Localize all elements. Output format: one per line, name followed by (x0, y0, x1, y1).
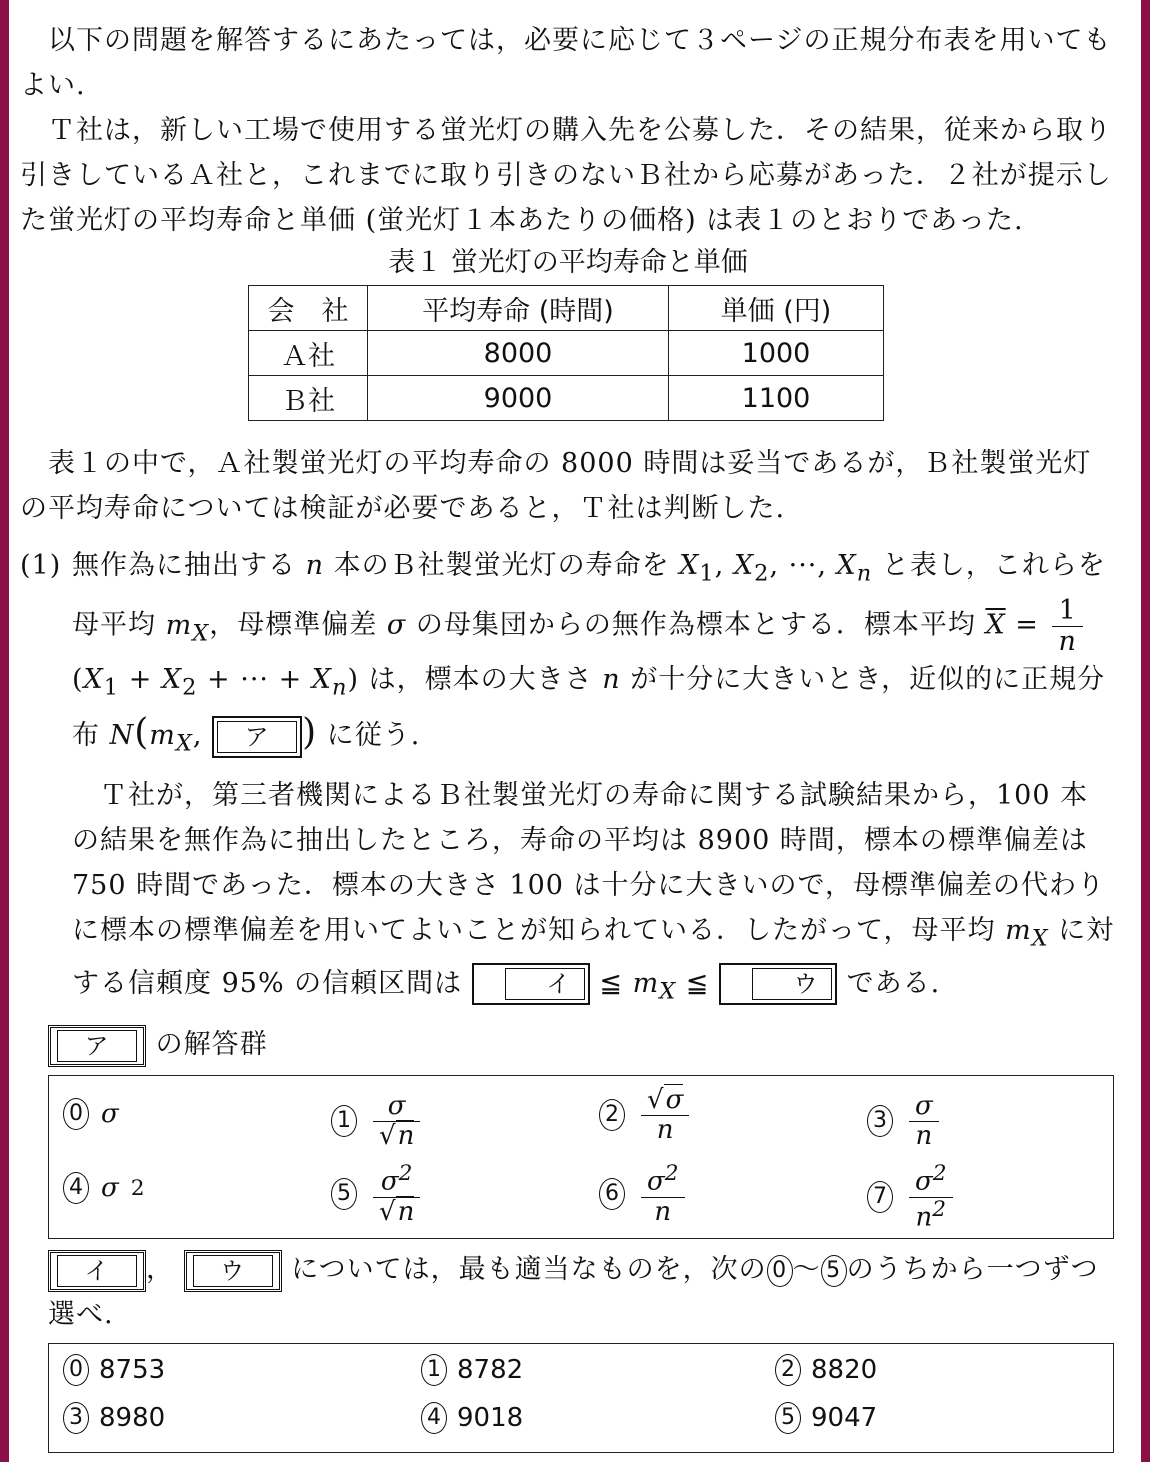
choice-number: 0 (63, 1098, 89, 1130)
choice-iu-1[interactable] (421, 1354, 523, 1386)
group-iu-instructions (20, 1247, 1116, 1337)
choice-number: 5 (775, 1402, 801, 1434)
table-cell: Ｂ社 (249, 376, 368, 421)
choice-value: 8820 (811, 1355, 878, 1386)
choice-number: 3 (867, 1105, 893, 1137)
choice-value: 8782 (457, 1355, 524, 1386)
choice-a-7[interactable]: 7 $\frac{\sigma^2}{n^2}$ (867, 1162, 957, 1232)
choice-number: 5 (331, 1178, 357, 1210)
choice-a-1[interactable]: 1 $\frac{\sigma}{√n}$ (331, 1092, 424, 1150)
q1-text: 無作為に抽出する (72, 550, 296, 581)
choice-number: 2 (599, 1099, 625, 1131)
q1-text: と表し，これらを母平均 (72, 550, 1106, 642)
group-u-box (184, 1250, 282, 1292)
group-i-box-label: イ (57, 1255, 137, 1287)
choice-number: 2 (775, 1354, 801, 1386)
choice-value: 9018 (457, 1403, 524, 1434)
choice-number: 1 (331, 1105, 357, 1137)
q1-text: は，標本の大きさ (368, 663, 593, 695)
instruction-text: のうちから一つずつ選べ. (48, 1254, 1099, 1331)
group-u-box-label: ウ (193, 1255, 273, 1287)
choice-number: 3 (63, 1402, 89, 1434)
choice-number: 6 (599, 1178, 625, 1210)
choice-a-4[interactable]: 4 σ 2 (63, 1172, 145, 1204)
choice-value: 8980 (99, 1403, 166, 1434)
left-border (0, 0, 9, 1462)
choice-a-3[interactable]: 3 $\frac{\sigma}{n}$ (867, 1092, 943, 1150)
group-a-box (48, 1025, 146, 1067)
answer-box-i[interactable] (472, 963, 590, 1005)
table-cell: 1000 (669, 331, 884, 376)
right-border (1141, 0, 1150, 1462)
table-caption: 表１ 蛍光灯の平均寿命と単価 (388, 247, 748, 278)
group-a-label: の解答群 (155, 1029, 268, 1061)
table-cell: 9000 (368, 376, 669, 421)
q1-text: 本のＢ社製蛍光灯の寿命を (333, 550, 670, 581)
choice-iu-0[interactable] (63, 1354, 165, 1386)
choice-iu-2[interactable] (775, 1354, 877, 1386)
table-header: 会 社 (249, 286, 368, 331)
q1-part2-text: に対する信頼度 95% の信頼区間は (72, 914, 1115, 999)
answer-box-a-label: ア (217, 721, 297, 753)
choice-number: 0 (63, 1354, 89, 1386)
group-a-box-label: ア (57, 1030, 137, 1062)
q1-text: ，母標準偏差 (209, 610, 378, 642)
range-start-number: 0 (767, 1255, 793, 1287)
choice-iu-5[interactable] (775, 1402, 877, 1434)
lifetime-price-table (248, 285, 884, 421)
q1-text: が十分に大きいとき，近似的に正規分布 (72, 663, 1106, 752)
choice-a-6[interactable]: 6 $\frac{\sigma^2}{n}$ (599, 1162, 689, 1226)
answer-box-u[interactable] (719, 963, 837, 1005)
q1-text: の母集団からの無作為標本とする．標本平均 (415, 610, 976, 642)
choice-value: 8753 (99, 1355, 166, 1386)
answer-choices-a (48, 1075, 1114, 1239)
instruction-text: 〜 (792, 1254, 821, 1286)
table-cell: 8000 (368, 331, 669, 376)
q1-part2-text: Ｔ社が，第三者機関によるＢ社製蛍光灯の寿命に関する試験結果から，100 本の結果を無作為に抽出したところ，寿命の平均は 8900 時間，標本の標準偏差は 750 時間であった．標本の大きさ 100 は十分に大きいので，母標準偏差の代わりに標本の標準偏差を用いてよいことが知られている．したがって，母平均 (72, 779, 1106, 946)
choice-value: 9047 (811, 1403, 878, 1434)
intro-paragraph: Ｔ社は，新しい工場で使用する蛍光灯の購入先を公募した．その結果，従来から取り引きしているＡ社と，これまでに取り引きのないＢ社から応募があった．２社が提示した蛍光灯の平均寿命と単価 (蛍光灯１本あたりの価格) は表１のとおりであった. (20, 115, 1112, 236)
answer-choices-iu (48, 1343, 1114, 1453)
answer-box-i-label: イ (505, 968, 585, 1000)
choice-iu-4[interactable] (421, 1402, 523, 1434)
table-cell: 1100 (669, 376, 884, 421)
choice-number: 4 (421, 1402, 447, 1434)
q1-part2-text: である. (846, 967, 941, 999)
choice-number: 4 (63, 1172, 89, 1204)
table-header: 単価 (円) (669, 286, 884, 331)
choice-iu-3[interactable] (63, 1402, 165, 1434)
choice-a-0[interactable]: 0 σ (63, 1098, 119, 1130)
instruction-text: ， (146, 1254, 174, 1286)
q1-text: に従う. (326, 720, 421, 752)
instruction-text: については，最も適当なものを，次の (291, 1254, 767, 1286)
intro-line: 以下の問題を解答するにあたっては，必要に応じて３ページの正規分布表を用いてもよい. (20, 25, 1112, 101)
question-1: (1) 無作為に抽出する n 本のＢ社製蛍光灯の寿命を $X_1$, $X_2$, ···, $X_n$ と表し，これらを母平均 $m_X$，母標準偏差 σ の母集団からの無作為標本とする．標本平均 $\overline{X}$ = $\frac{1}{n}$ ($X_1 + X_2$ + ··· + $X_n$) は，標本の大きさ n が十分に大きいとき，近似的に正規分布 $N(m_X$, ア ) に従う. (20, 543, 1116, 767)
question-number: (1) (20, 550, 62, 581)
answer-box-a[interactable] (212, 716, 302, 758)
table-header: 平均寿命 (時間) (368, 286, 669, 331)
range-end-number: 5 (821, 1255, 847, 1287)
question-1-part-2: Ｔ社が，第三者機関によるＢ社製蛍光灯の寿命に関する試験結果から，100 本の結果を無作為に抽出したところ，寿命の平均は 8900 時間，標本の標準偏差は 750 時間であった．標本の大きさ 100 は十分に大きいので，母標準偏差の代わりに標本の標準偏差を用いてよいことが知られている．したがって，母平均 $m_X$ に対する信頼度 95% の信頼区間は イ ≦ $m_X$ ≦ ウ である. (72, 779, 1115, 1005)
choice-a-5[interactable]: 5 $\frac{\sigma^2}{√n}$ (331, 1162, 424, 1226)
choice-number: 7 (867, 1181, 893, 1213)
document-page (20, 18, 1116, 1458)
answer-box-u-label: ウ (752, 968, 832, 1000)
table-cell: Ａ社 (249, 331, 368, 376)
choice-a-2[interactable]: 2 $\frac{√\sigma}{n}$ (599, 1086, 693, 1144)
group-i-box (48, 1250, 146, 1292)
choice-number: 1 (421, 1354, 447, 1386)
group-a-heading (20, 1022, 1116, 1067)
after-table-paragraph: 表１の中で，Ａ社製蛍光灯の平均寿命の 8000 時間は妥当であるが，Ｂ社製蛍光灯の平均寿命については検証が必要であると，Ｔ社は判断した. (20, 448, 1092, 524)
